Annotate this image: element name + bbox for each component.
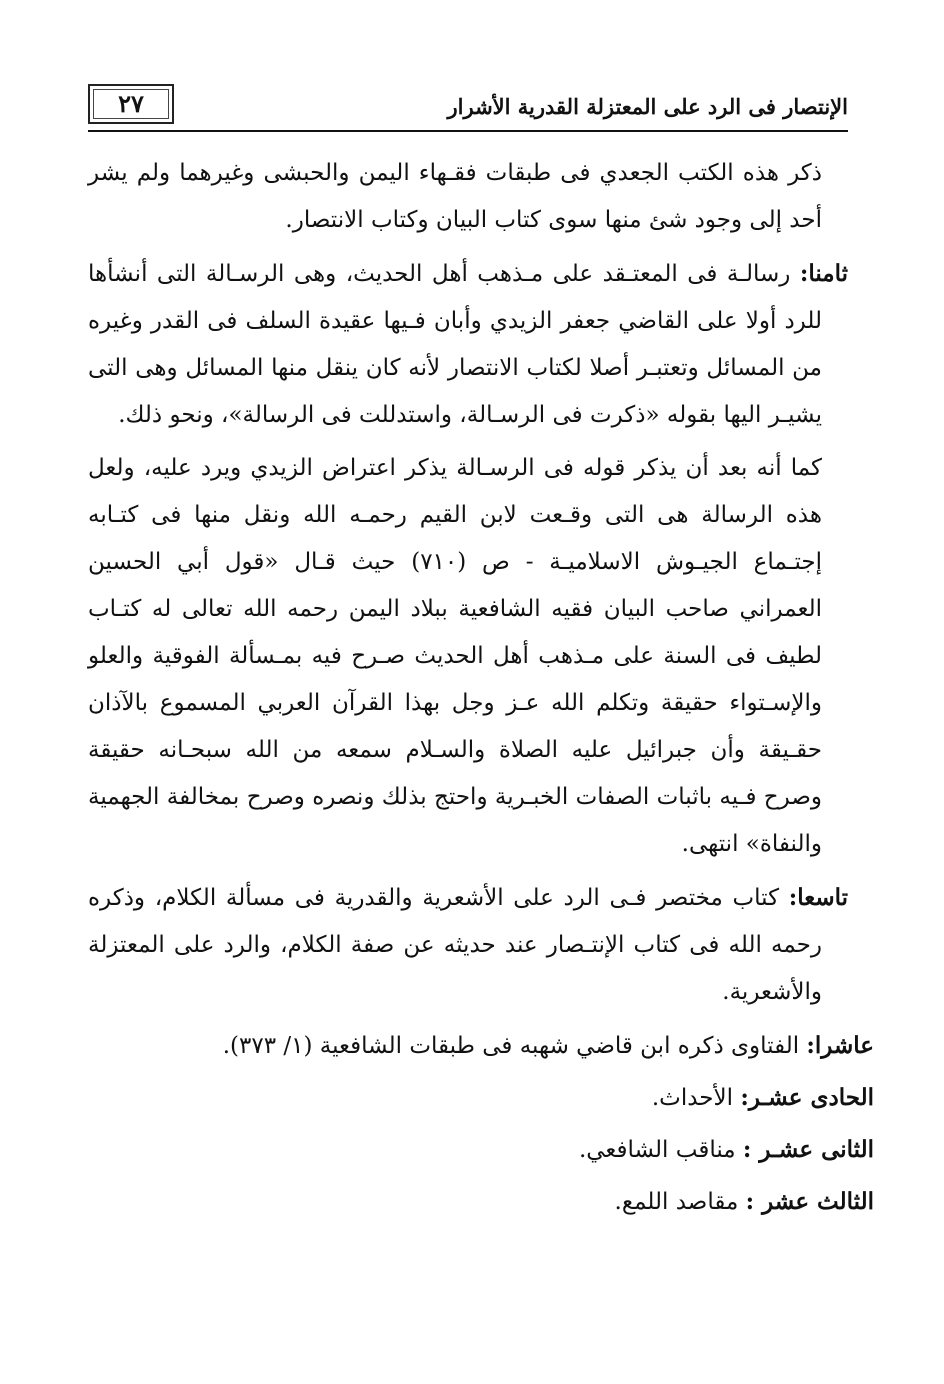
item-label: تاسعا: — [788, 884, 848, 911]
item-text: مقاصد اللمع. — [614, 1189, 746, 1215]
item-text: مناقب الشافعي. — [578, 1137, 743, 1163]
item-text: كتاب مختصر فـى الرد على الأشعرية والقدرية فى مسألة الكلام، وذكره رحمه الله فى كتاب الإنتـصار عند حديثه عن صفة الكلام، والرد على المعتزلة والأشعرية. — [88, 885, 822, 1005]
list-item-eleventh — [88, 1074, 874, 1122]
item-text: الفتاوى ذكره ابن قاضي شهبه فى طبقات الشافعية (١/ ٣٧٣). — [222, 1033, 807, 1059]
paragraph-ibn-qayyim: كما أنه بعد أن يذكر قوله فى الرسـالة يذكر اعتراض الزيدي ويرد عليه، ولعل هذه الرسالة هى التى وقـعت لابن القيم رحمـه الله ونقل منها فى كتـابه إجتـماع الجيـوش الاسلاميـة - ص (٧١٠) حيث قـال «قول أبي الحسين العمراني صاحب البيان فقيه الشافعية ببلاد اليمن رحمه الله تعالى له كتـاب لطيف فى السنة على مـذهب أهل الحديث صـرح فيه بمـسألة الفوقية والعلو والإسـتواء حقيقة وتكلم الله عـز وجل بهذا القرآن العربي المسموع بالآذان حقـيقة وأن جبرائيل عليه الصلاة والسـلام سمعه من الله سبحـانه حقيقة وصرح فـيه باثبات الصفات الخبـرية واحتج بذلك ونصره وصرح بمخالفة الجهمية والنفاة» انتهى. — [88, 455, 823, 857]
list-item-eighth — [88, 250, 848, 439]
item-text: رسالـة فى المعتـقد على مـذهب أهل الحديث، وهى الرسـالة التى أنشأها للرد أولا على القاضي جعفر الزيدي وأبان فـيها عقيدة السلف فى القدر وغيره من المسائل وتعتبـر أصلا لكتاب الانتصار لأنه كان ينقل منها المسائل وهى التى يشيـر اليها بقوله «ذكرت فى الرسـالة، واستدللت فى الرسالة»، ونحو ذلك. — [88, 261, 822, 428]
page-header — [88, 84, 848, 130]
page-number: ٢٧ — [88, 84, 174, 124]
item-label: الحادى عشـر: — [740, 1084, 874, 1111]
paragraph-intro: ذكر هذه الكتب الجعدي فى طبقات فقـهاء اليمن والحبشى وغيرهما ولم يشر أحد إلى وجود شئ منها سوى كتاب البيان وكتاب الانتصار. — [88, 160, 822, 233]
list-item-ninth — [88, 874, 848, 1016]
item-label: ثامنا: — [799, 260, 848, 287]
item-text: الأحداث. — [651, 1085, 741, 1111]
list-item-thirteenth — [88, 1178, 874, 1226]
item-label: عاشرا: — [806, 1032, 874, 1059]
page-body — [88, 150, 874, 1230]
list-item-twelfth — [88, 1126, 874, 1174]
item-label: الثانى عشـر : — [742, 1136, 874, 1163]
header-rule — [88, 130, 848, 132]
list-item-tenth — [88, 1022, 874, 1070]
running-title: الإنتصار فى الرد على المعتزلة القدرية الأشرار — [447, 94, 848, 119]
item-label: الثالث عشر : — [745, 1188, 874, 1215]
